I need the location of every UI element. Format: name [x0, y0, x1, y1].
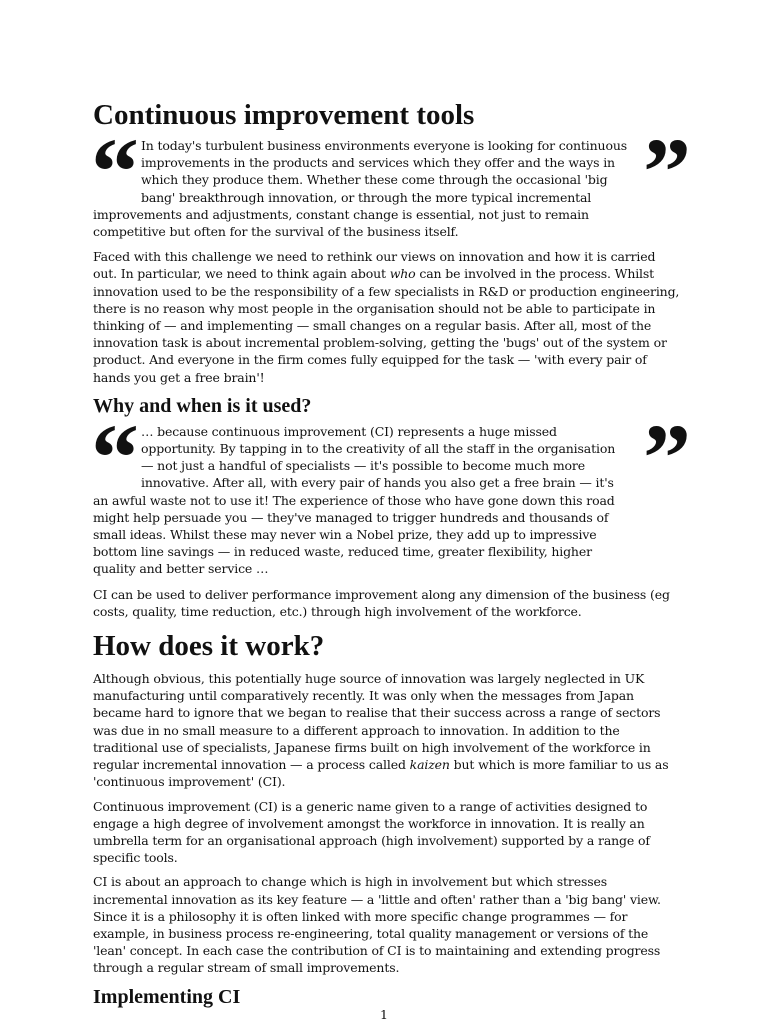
paragraph-ci-performance: CI can be used to deliver performance improvement along any dimension of the business (eg costs, quality, time reduction, etc.) through high involvement of the workforce.	[93, 586, 670, 619]
page-number: 1	[380, 1007, 388, 1022]
paragraph-history	[93, 670, 683, 790]
close-quote-icon: ”	[643, 118, 691, 225]
paragraph-history-emphasis: kaizen	[409, 757, 450, 773]
page-title: Continuous improvement tools	[93, 99, 475, 131]
paragraph-history-part1: Although obvious, this potentially huge source of innovation was largely neglected in UK manufacturing until comparatively recently. It was only when the messages from Japan became hard to ignore that we began to realise that their success across a range of sectors was due in no small measure to a different approach to innovation. In addition to the traditional use of specialists, Japanese firms built on high involvement of the workforce in regular incremental innovation — a process called	[93, 671, 661, 773]
paragraph-challenge-part2: can be involved in the process. Whilst innovation used to be the responsibility of a few specialists in R&D or production engineering, there is no reason why most people in the organisation should not be able to participate in thinking of — and implementing — small changes on a regular basis. After all, most of the innovation task is about incremental problem-solving, getting the 'bugs' out of the system or product. And everyone in the firm comes fully equipped for the task — 'with every pair of hands you get a free brain'!	[93, 266, 680, 385]
heading-implementing: Implementing CI	[93, 985, 241, 1008]
open-quote-icon: “	[91, 118, 139, 225]
paragraph-history-part2: but which is more familiar to us as 'continuous improvement' (CI).	[93, 757, 669, 790]
paragraph-challenge-part1: Faced with this challenge we need to rethink our views on innovation and how it is carried out. In particular, we need to think again about	[93, 249, 656, 282]
heading-how-it-works: How does it work?	[93, 630, 325, 663]
pull-quote-2-text: … because continuous improvement (CI) represents a huge missed opportunity. By tapping in to the creativity of all the staff in the organisation — not just a handful of specialists — it's possible to become much more innovative. After all, with every pair of hands you also get a free brain — it's an awful waste not to use it! The experience of those who have gone down this road might help persuade you — they've managed to trigger hundreds and thousands of small ideas. Whilst these may never win a Nobel prize, they add up to impressive bottom line savings — in reduced waste, reduced time, greater flexibility, higher quality and better service …	[93, 423, 616, 577]
heading-why-when: Why and when is it used?	[93, 394, 312, 417]
close-quote-icon: ”	[643, 403, 691, 511]
document-page	[91, 97, 691, 1014]
pull-quote-1-text: In today's turbulent business environments everyone is looking for continuous improvements in the products and services which they offer and the ways in which they produce them. Whether these come through the occasional 'big bang' breakthrough innovation, or through the more typical incremental improvements and adjustments, constant change is essential, not just to remain competitive but often for the survival of the business itself.	[93, 138, 627, 240]
paragraph-approach: CI is about an approach to change which is high in involvement but which stresses incremental innovation as its key feature — a 'little and often' rather than a 'big bang' view. Since it is a philosophy it is often linked with more specific change programmes — for example, in business process re-engineering, total quality management or versions of the 'lean' concept. In each case the contribution of CI is to maintaining and extending progress through a regular stream of small improvements.	[93, 874, 661, 976]
paragraph-challenge-emphasis: who	[389, 266, 416, 282]
paragraph-definition: Continuous improvement (CI) is a generic name given to a range of activities designed to engage a high degree of involvement amongst the workforce in innovation. It is really an umbrella term for an organisational approach (high involvement) supported by a range of specific tools.	[93, 798, 650, 866]
open-quote-icon: “	[91, 403, 139, 511]
pull-quote-1	[91, 118, 691, 240]
paragraph-challenge	[93, 248, 683, 386]
